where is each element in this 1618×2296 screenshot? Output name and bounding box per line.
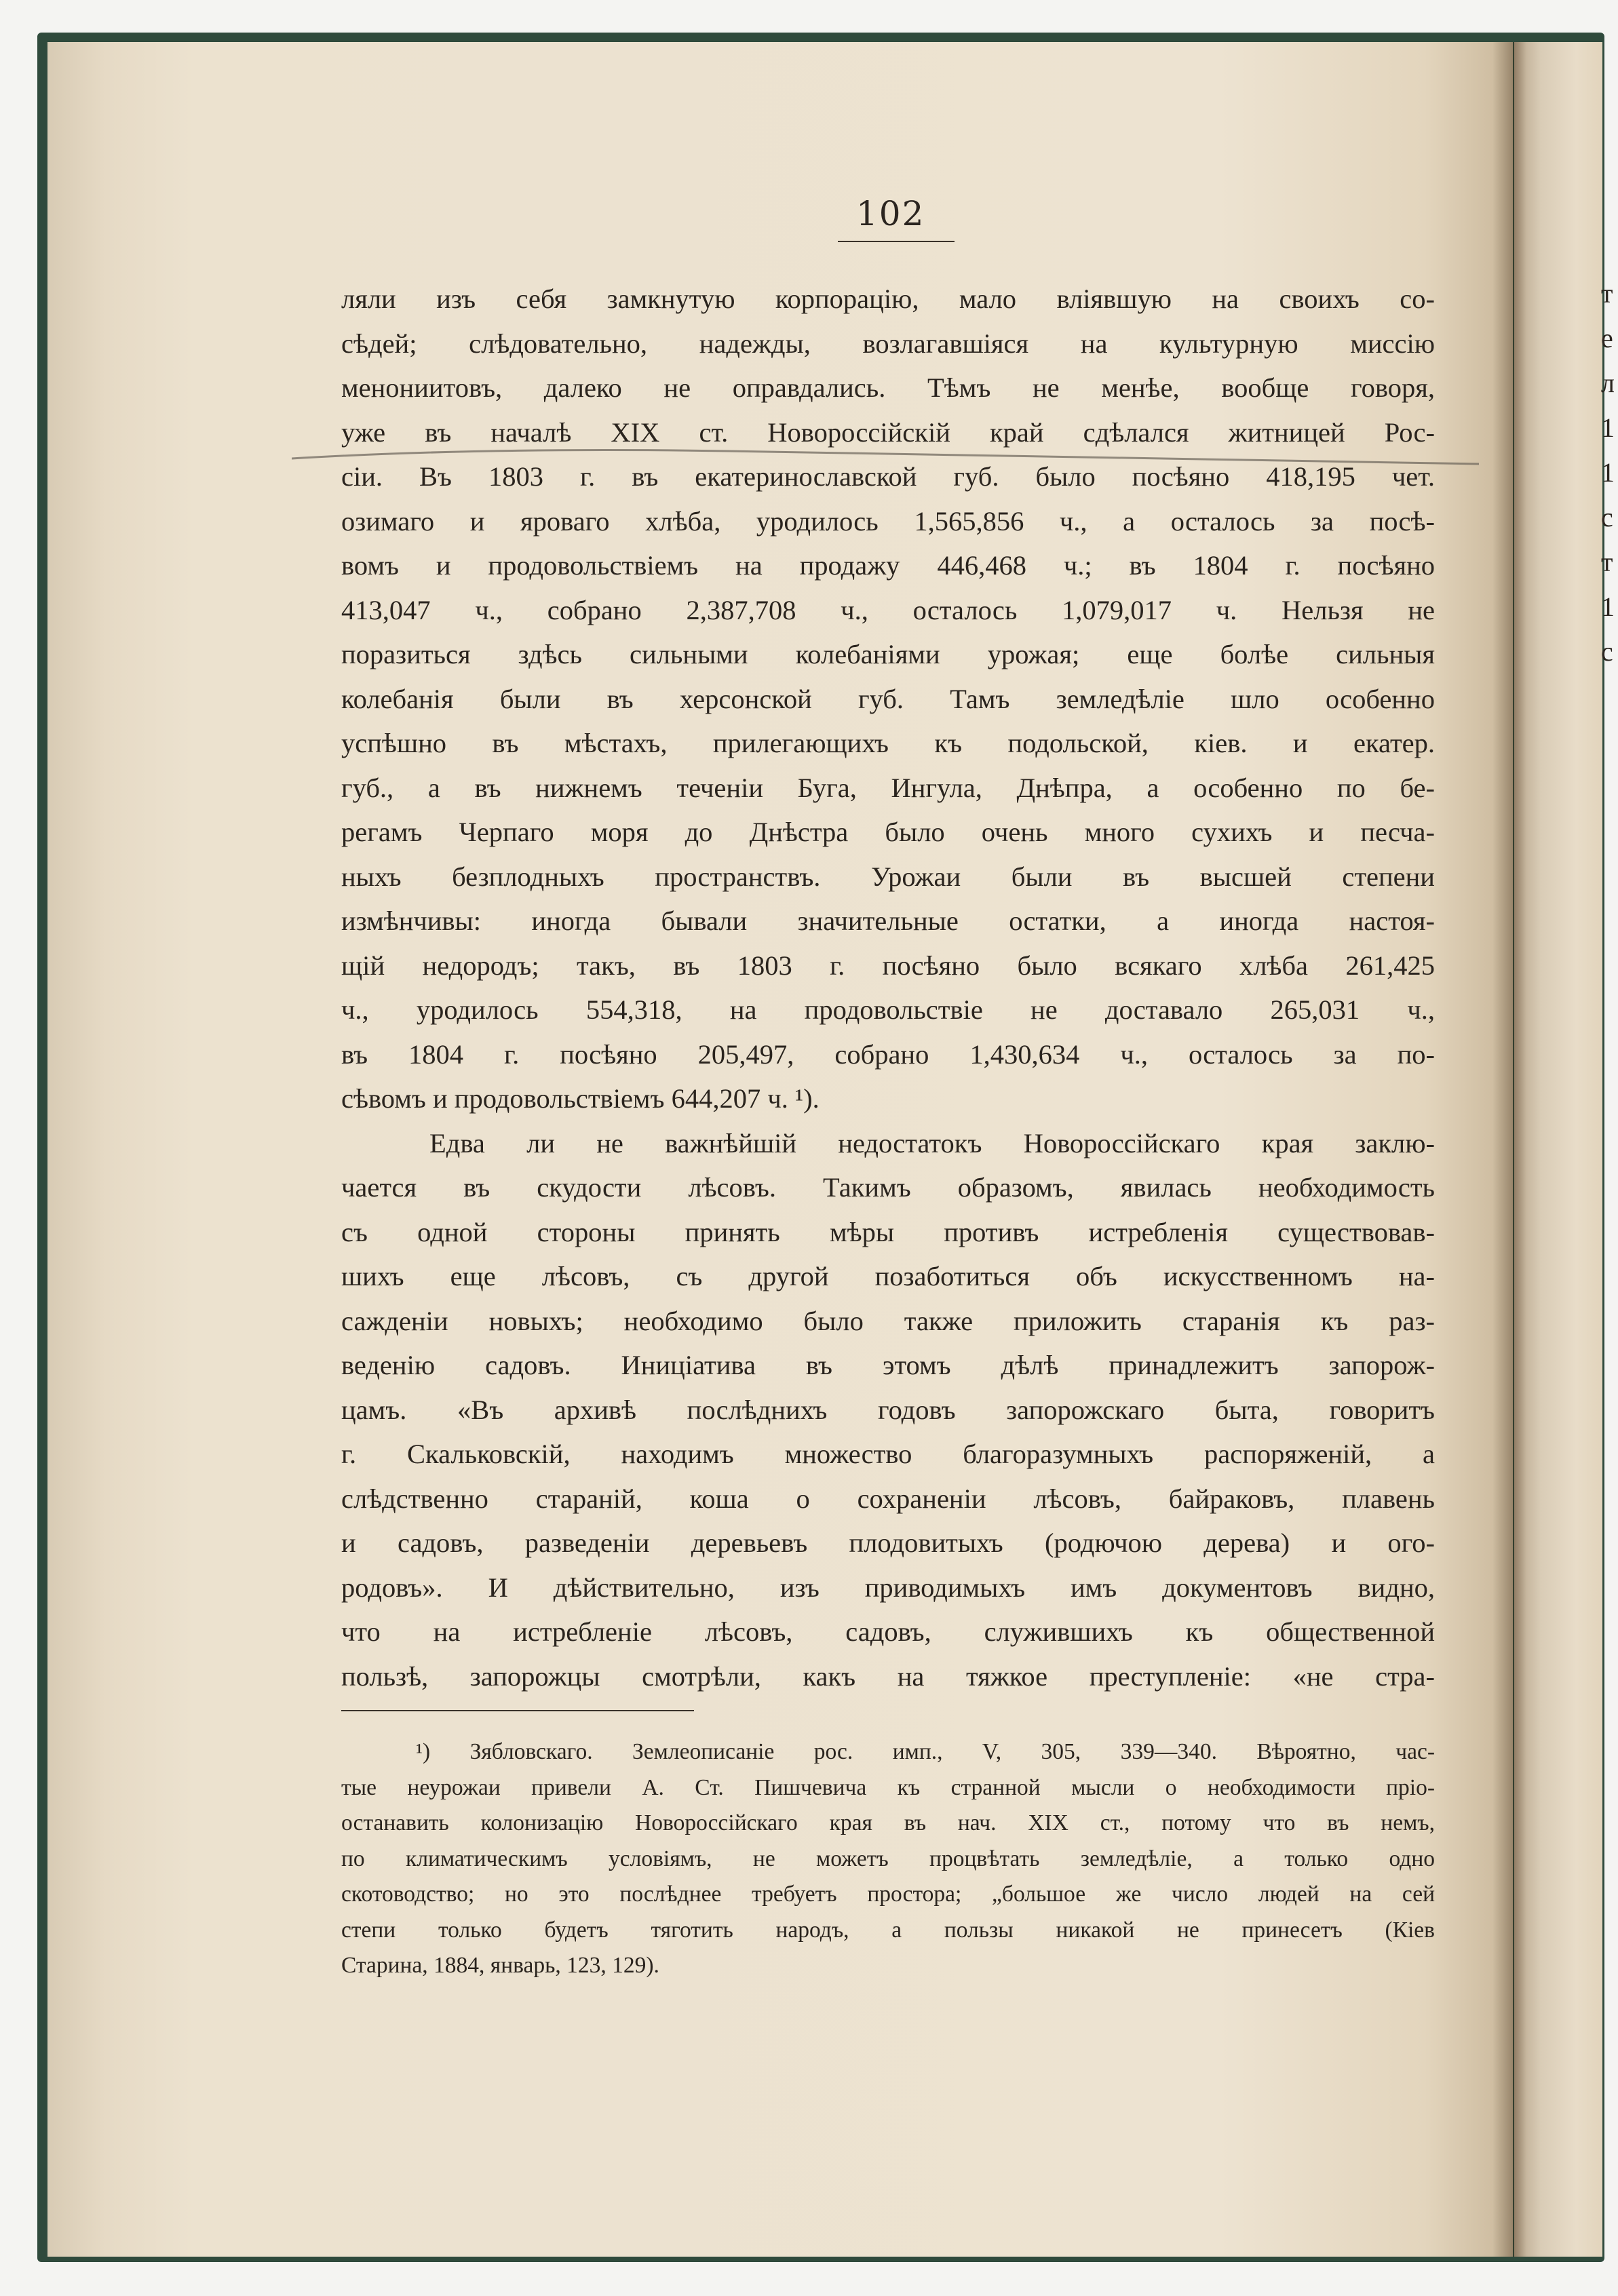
text-line: вомъ и продовольствіемъ на продажу 446,468 ч.; въ 1804 г. посѣяно (341, 550, 1435, 581)
text-line: щій недородъ; такъ, въ 1803 г. посѣяно было всякаго хлѣба 261,425 (341, 950, 1435, 981)
fragment-letter: т (1601, 278, 1613, 309)
text-line: чается въ скудости лѣсовъ. Такимъ образомъ, явилась необходимость (341, 1172, 1435, 1203)
text-line: ч., уродилось 554,318, на продовольствіе не доставало 265,031 ч., (341, 994, 1435, 1025)
text-line: регамъ Черпаго моря до Днѣстра было очень много сухихъ и песча- (341, 817, 1435, 847)
main-text (341, 277, 1435, 1698)
footnote-separator (341, 1710, 694, 1711)
text-line: пользѣ, запорожцы смотрѣли, какъ на тяжкое преступленіе: «не стра- (341, 1660, 1435, 1692)
book-gutter (1492, 42, 1526, 2257)
text-line: Едва ли не важнѣйшій недостатокъ Новороссійскаго края заклю- (429, 1127, 1435, 1159)
right-page-edge (1514, 42, 1602, 2257)
footnote-line: степи только будетъ тяготить народъ, а пользы никакой не принесетъ (Кіев (341, 1917, 1435, 1943)
fragment-letter: т (1601, 547, 1613, 577)
text-line: менониитовъ, далеко не оправдались. Тѣмъ не менѣе, вообще говоря, (341, 372, 1435, 403)
footnote-line: по климатическимъ условіямъ, не можетъ процвѣтать земледѣліе, а только одно (341, 1846, 1435, 1871)
text-line: озимаго и яроваго хлѣба, уродилось 1,565,856 ч., а осталось за посѣ- (341, 505, 1435, 537)
text-line: родовъ». И дѣйствительно, изъ приводимыхъ имъ документовъ видно, (341, 1572, 1435, 1603)
right-page-fragment-text (1601, 271, 1615, 674)
page-number-underline (838, 241, 955, 242)
page-number: 102 (856, 194, 925, 233)
text-line: губ., а въ нижнемъ теченіи Буга, Ингула, Днѣпра, а особенно по бе- (341, 772, 1435, 803)
text-line: ляли изъ себя замкнутую корпорацію, мало вліявшую на своихъ со- (341, 284, 1435, 314)
text-line: сѣвомъ и продовольствіемъ 644,207 ч. ¹). (341, 1083, 820, 1114)
footnote-line: ¹) Зябловскаго. Землеописаніе рос. имп., V, 305, 339—340. Вѣроятно, час- (416, 1739, 1435, 1764)
fragment-letter: с (1601, 636, 1613, 667)
text-line: сажденіи новыхъ; необходимо было также приложить старанія къ раз- (341, 1305, 1435, 1336)
text-line: колебанія были въ херсонской губ. Тамъ земледѣліе шло особенно (341, 683, 1435, 714)
fragment-letter: 1 (1601, 457, 1615, 488)
footnote-line: тые неурожаи привели А. Ст. Пишчевича къ странной мысли о необходимости пріо- (341, 1774, 1435, 1800)
text-line: успѣшно въ мѣстахъ, прилегающихъ къ подольской, кіев. и екатер. (341, 728, 1435, 758)
text-line: ныхъ безплодныхъ пространствъ. Урожаи были въ высшей степени (341, 861, 1435, 892)
text-line: что на истребленіе лѣсовъ, садовъ, служившихъ къ общественной (341, 1616, 1435, 1647)
fragment-letter: е (1601, 323, 1613, 353)
text-line: сѣдей; слѣдовательно, надежды, возлагавшіяся на культурную миссію (341, 328, 1435, 359)
text-line: 413,047 ч., собрано 2,387,708 ч., осталось 1,079,017 ч. Нельзя не (341, 594, 1435, 625)
footnote-line: останавить колонизацію Новороссійскаго края въ нач. XIX ст., потому что въ немъ, (341, 1810, 1435, 1835)
text-line: и садовъ, разведеніи деревьевъ плодовитыхъ (родючою дерева) и ого- (341, 1528, 1435, 1558)
fragment-letter: 1 (1601, 591, 1615, 622)
text-line: въ 1804 г. посѣяно 205,497, собрано 1,430,634 ч., осталось за по- (341, 1038, 1435, 1070)
text-line: уже въ началѣ XIX ст. Новороссійскій край сдѣлался житницей Рос- (341, 416, 1435, 448)
text-line: слѣдственно стараній, коша о сохраненіи лѣсовъ, байраковъ, плавень (341, 1483, 1435, 1514)
text-line: цамъ. «Въ архивѣ послѣднихъ годовъ запорожскаго быта, говоритъ (341, 1394, 1435, 1425)
footnotes (341, 1734, 1435, 1984)
text-line: съ одной стороны принять мѣры противъ истребленія существовав- (341, 1216, 1435, 1247)
footnote-line: Старина, 1884, январь, 123, 129). (341, 1953, 659, 1978)
text-line: веденію садовъ. Иниціатива въ этомъ дѣлѣ принадлежитъ запорож- (341, 1350, 1435, 1380)
text-line: поразиться здѣсь сильными колебаніями урожая; еще болѣе сильныя (341, 639, 1435, 669)
fragment-letter: 1 (1601, 412, 1615, 443)
fragment-letter: с (1601, 502, 1613, 532)
text-line: сіи. Въ 1803 г. въ екатеринославской губ. было посѣяно 418,195 чет. (341, 461, 1435, 492)
footnote-line: скотоводство; но это послѣднее требуетъ простора; „большое же число людей на сей (341, 1882, 1435, 1907)
fragment-letter: л (1601, 368, 1615, 398)
text-line: измѣнчивы: иногда бывали значительные остатки, а иногда настоя- (341, 906, 1435, 936)
text-line: г. Скальковскій, находимъ множество благоразумныхъ распоряженій, а (341, 1439, 1435, 1469)
text-line: шихъ еще лѣсовъ, съ другой позаботиться объ искусственномъ на- (341, 1261, 1435, 1291)
